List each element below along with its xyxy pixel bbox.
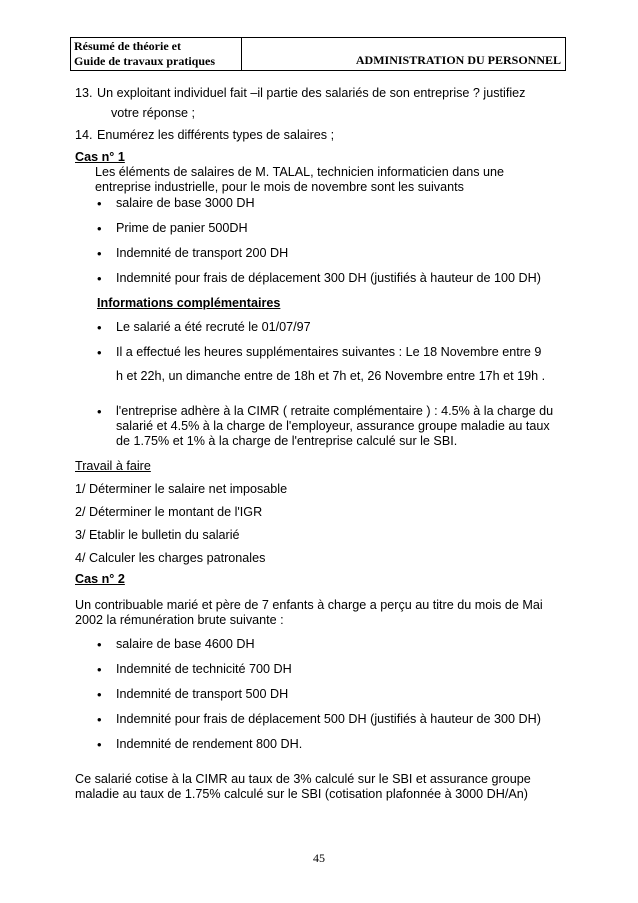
bullet-icon: • — [97, 196, 102, 211]
cas2-item: Indemnité de technicité 700 DH — [116, 662, 292, 676]
cas2-outro-line1: Ce salarié cotise à la CIMR au taux de 3% calculé sur le SBI et assurance groupe — [75, 772, 531, 786]
bullet-icon: • — [97, 345, 102, 360]
cas1-info-item-line2: h et 22h, un dimanche entre de 18h et 7h et, 26 Novembre entre 17h et 19h . — [116, 369, 546, 383]
cas2-item: Indemnité pour frais de déplacement 500 DH (justifiés à hauteur de 300 DH) — [116, 712, 541, 726]
header-right-cell — [242, 38, 565, 70]
cas2-title: Cas n° 2 — [75, 572, 125, 586]
cas1-item: Indemnité pour frais de déplacement 300 DH (justifiés à hauteur de 100 DH) — [116, 271, 541, 285]
header-title: ADMINISTRATION DU PERSONNEL — [355, 53, 561, 67]
cas1-item: Indemnité de transport 200 DH — [116, 246, 289, 260]
header-left-line2: Guide de travaux pratiques — [74, 54, 216, 68]
q13-text-line1: Un exploitant individuel fait –il partie des salariés de son entreprise ? justifiez — [97, 86, 526, 100]
travail-title: Travail à faire — [75, 459, 151, 473]
cas1-item: salaire de base 3000 DH — [116, 196, 255, 210]
header-left-cell — [71, 38, 242, 70]
task-item: 1/ Déterminer le salaire net imposable — [75, 482, 288, 496]
task-item: 4/ Calculer les charges patronales — [75, 551, 266, 565]
bullet-icon: • — [97, 712, 102, 727]
cas1-intro-line1: Les éléments de salaires de M. TALAL, technicien informaticien dans une — [95, 165, 505, 179]
cas1-info-item-line3: de 1.75% et 1% à la charge de l'entreprise calculé sur le SBI. — [116, 434, 458, 448]
cas1-info-item-line1: l'entreprise adhère à la CIMR ( retraite complémentaire ) : 4.5% à la charge du — [116, 404, 554, 418]
bullet-icon: • — [97, 320, 102, 335]
page-header — [70, 37, 566, 71]
cas1-title: Cas n° 1 — [75, 150, 125, 164]
page-number: 45 — [313, 851, 325, 865]
cas2-outro-line2: maladie au taux de 1.75% calculé sur le SBI (cotisation plafonnée à 3000 DH/An) — [75, 787, 528, 801]
task-item: 3/ Etablir le bulletin du salarié — [75, 528, 240, 542]
cas1-intro-line2: entreprise industrielle, pour le mois de novembre sont les suivants — [95, 180, 464, 194]
bullet-icon: • — [97, 737, 102, 752]
cas1-item: Prime de panier 500DH — [116, 221, 248, 235]
cas1-info-item: Le salarié a été recruté le 01/07/97 — [116, 320, 311, 334]
q13-number: 13. — [75, 86, 93, 100]
bullet-icon: • — [97, 662, 102, 677]
q13-text-line2: votre réponse ; — [111, 106, 196, 120]
cas2-intro-line1: Un contribuable marié et père de 7 enfants à charge a perçu au titre du mois de Mai — [75, 598, 543, 612]
cas2-item: salaire de base 4600 DH — [116, 637, 255, 651]
cas1-info-item-line1: Il a effectué les heures supplémentaires suivantes : Le 18 Novembre entre 9 — [116, 345, 542, 359]
bullet-icon: • — [97, 246, 102, 261]
bullet-icon: • — [97, 404, 102, 419]
task-item: 2/ Déterminer le montant de l'IGR — [75, 505, 263, 519]
bullet-icon: • — [97, 271, 102, 286]
q14-text: Enumérez les différents types de salaires ; — [97, 128, 335, 142]
cas1-info-title: Informations complémentaires — [97, 296, 281, 310]
q14-number: 14. — [75, 128, 93, 142]
cas2-intro-line2: 2002 la rémunération brute suivante : — [75, 613, 284, 627]
cas2-item: Indemnité de transport 500 DH — [116, 687, 289, 701]
bullet-icon: • — [97, 637, 102, 652]
header-left-line1: Résumé de théorie et — [74, 39, 181, 53]
cas1-info-item-line2: salarié et 4.5% à la charge de l'employeur, assurance groupe maladie au taux — [116, 419, 550, 433]
bullet-icon: • — [97, 687, 102, 702]
cas2-item: Indemnité de rendement 800 DH. — [116, 737, 303, 751]
bullet-icon: • — [97, 221, 102, 236]
